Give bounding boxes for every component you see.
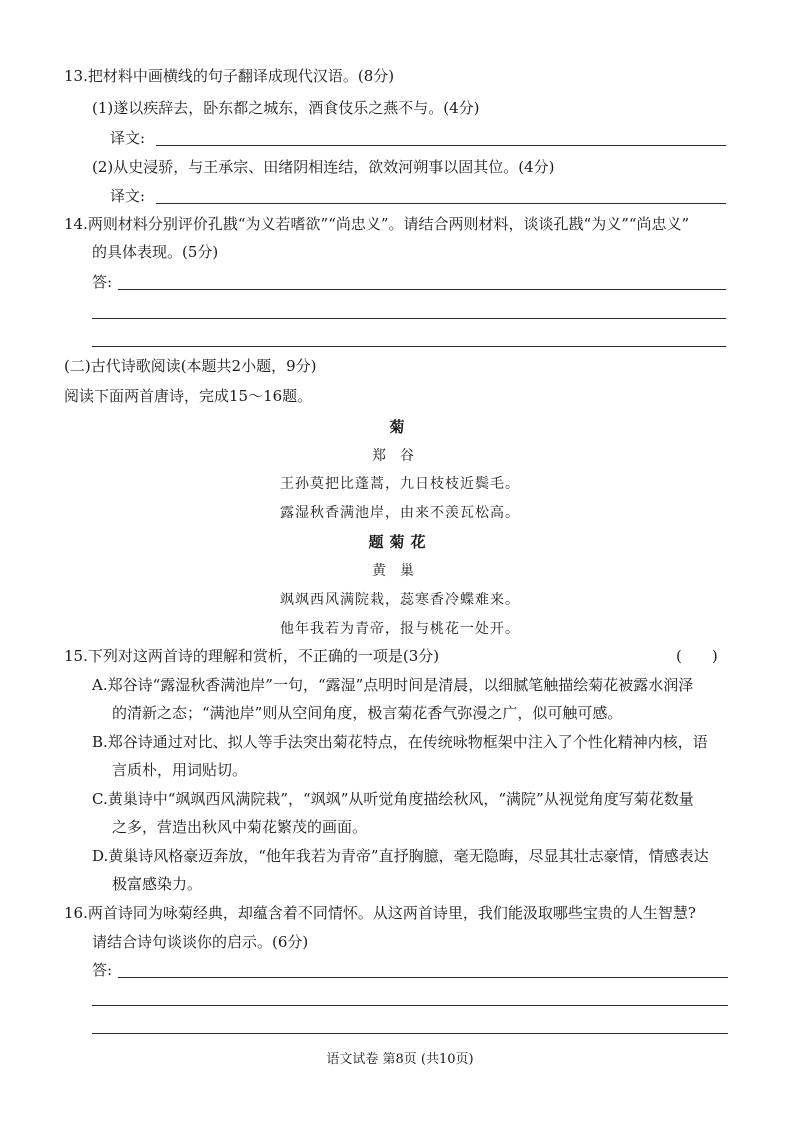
q15-option-d-line1[interactable]: D.黄巢诗风格豪迈奔放，“他年我若为青帝”直抒胸臆，毫无隐晦，尽显其壮志豪情，情感表达 [92, 847, 709, 865]
q13-item1: (1)遂以疾辞去，卧东都之城东，酒食伎乐之燕不与。(4分) [92, 99, 480, 117]
q15-option-d-line2: 极富感染力。 [112, 875, 203, 893]
q15-option-c-line2: 之多，营造出秋风中菊花繁茂的画面。 [112, 818, 368, 836]
q15-option-b-line2: 言质朴，用词贴切。 [112, 761, 248, 779]
poem2-line2: 他年我若为青帝，报与桃花一处开。 [280, 621, 520, 637]
q16-answer-line-3[interactable] [92, 1033, 728, 1034]
q16-answer-line-1[interactable] [118, 977, 728, 978]
q13-stem: 13.把材料中画横线的句子翻译成现代汉语。(8分) [64, 67, 395, 85]
q15-option-b-line1[interactable]: B.郑谷诗通过对比、拟人等手法突出菊花特点，在传统咏物框架中注入了个性化精神内核，语 [92, 733, 708, 751]
q15-stem: 15.下列对这两首诗的理解和赏析，不正确的一项是(3分) [64, 647, 440, 665]
poem2-author: 黄巢 [372, 563, 428, 579]
q14-answer-line-3[interactable] [92, 346, 726, 347]
q13-item2-answer-line[interactable] [156, 203, 726, 204]
q13-item1-answer-line[interactable] [156, 145, 726, 146]
q14-answer-line-2[interactable] [92, 318, 726, 319]
q14-stem-line1: 14.两则材料分别评价孔戡“为义若嗜欲”“尚忠义”。请结合两则材料，谈谈孔戡“为义”“尚忠义” [64, 215, 690, 233]
q16-stem-line1: 16.两首诗同为咏菊经典，却蕴含着不同情怀。从这两首诗里，我们能汲取哪些宝贵的人生智慧? [64, 904, 696, 922]
q13-item2-answer-label: 译文: [110, 187, 146, 205]
poem1-line1: 王孙莫把比蓬蒿，九日枝枝近鬓毛。 [280, 476, 520, 492]
poem2-line1: 飒飒西风满院栽，蕊寒香冷蝶难来。 [280, 592, 520, 608]
q16-stem-line2: 请结合诗句谈谈你的启示。(6分) [92, 933, 309, 951]
poem2-title: 题菊花 [368, 533, 432, 551]
q13-item2: (2)从史浸骄，与王承宗、田绪阴相连结，欲效河朔事以固其位。(4分) [92, 158, 555, 176]
q14-answer-label: 答: [92, 273, 113, 291]
q14-answer-line-1[interactable] [118, 289, 726, 290]
section2-instruction: 阅读下面两首唐诗，完成15～16题。 [64, 387, 313, 405]
poem1-line2: 露湿秋香满池岸，由来不羡瓦松高。 [280, 505, 520, 521]
q15-answer-bracket[interactable]: ( ) [676, 647, 718, 665]
q16-answer-label: 答: [92, 961, 113, 979]
q15-option-a-line1[interactable]: A.郑谷诗“露湿秋香满池岸”一句，“露湿”点明时间是清晨，以细腻笔触描绘菊花被露水润泽 [92, 676, 694, 694]
page-footer: 语文试卷 第8页 (共10页) [326, 1052, 474, 1067]
q13-item1-answer-label: 译文: [110, 129, 146, 147]
q15-option-c-line1[interactable]: C.黄巢诗中“飒飒西风满院栽”，“飒飒”从听觉角度描绘秋风，“满院”从视觉角度写菊花数量 [92, 790, 694, 808]
section2-heading: (二)古代诗歌阅读(本题共2小题，9分) [64, 357, 317, 375]
poem1-title: 菊 [389, 418, 411, 436]
q14-stem-line2: 的具体表现。(5分) [92, 243, 219, 261]
q15-option-a-line2: 的清新之态；“满池岸”则从空间角度，极言菊花香气弥漫之广，似可触可感。 [112, 704, 623, 722]
q16-answer-line-2[interactable] [92, 1005, 728, 1006]
poem1-author: 郑谷 [372, 448, 428, 464]
